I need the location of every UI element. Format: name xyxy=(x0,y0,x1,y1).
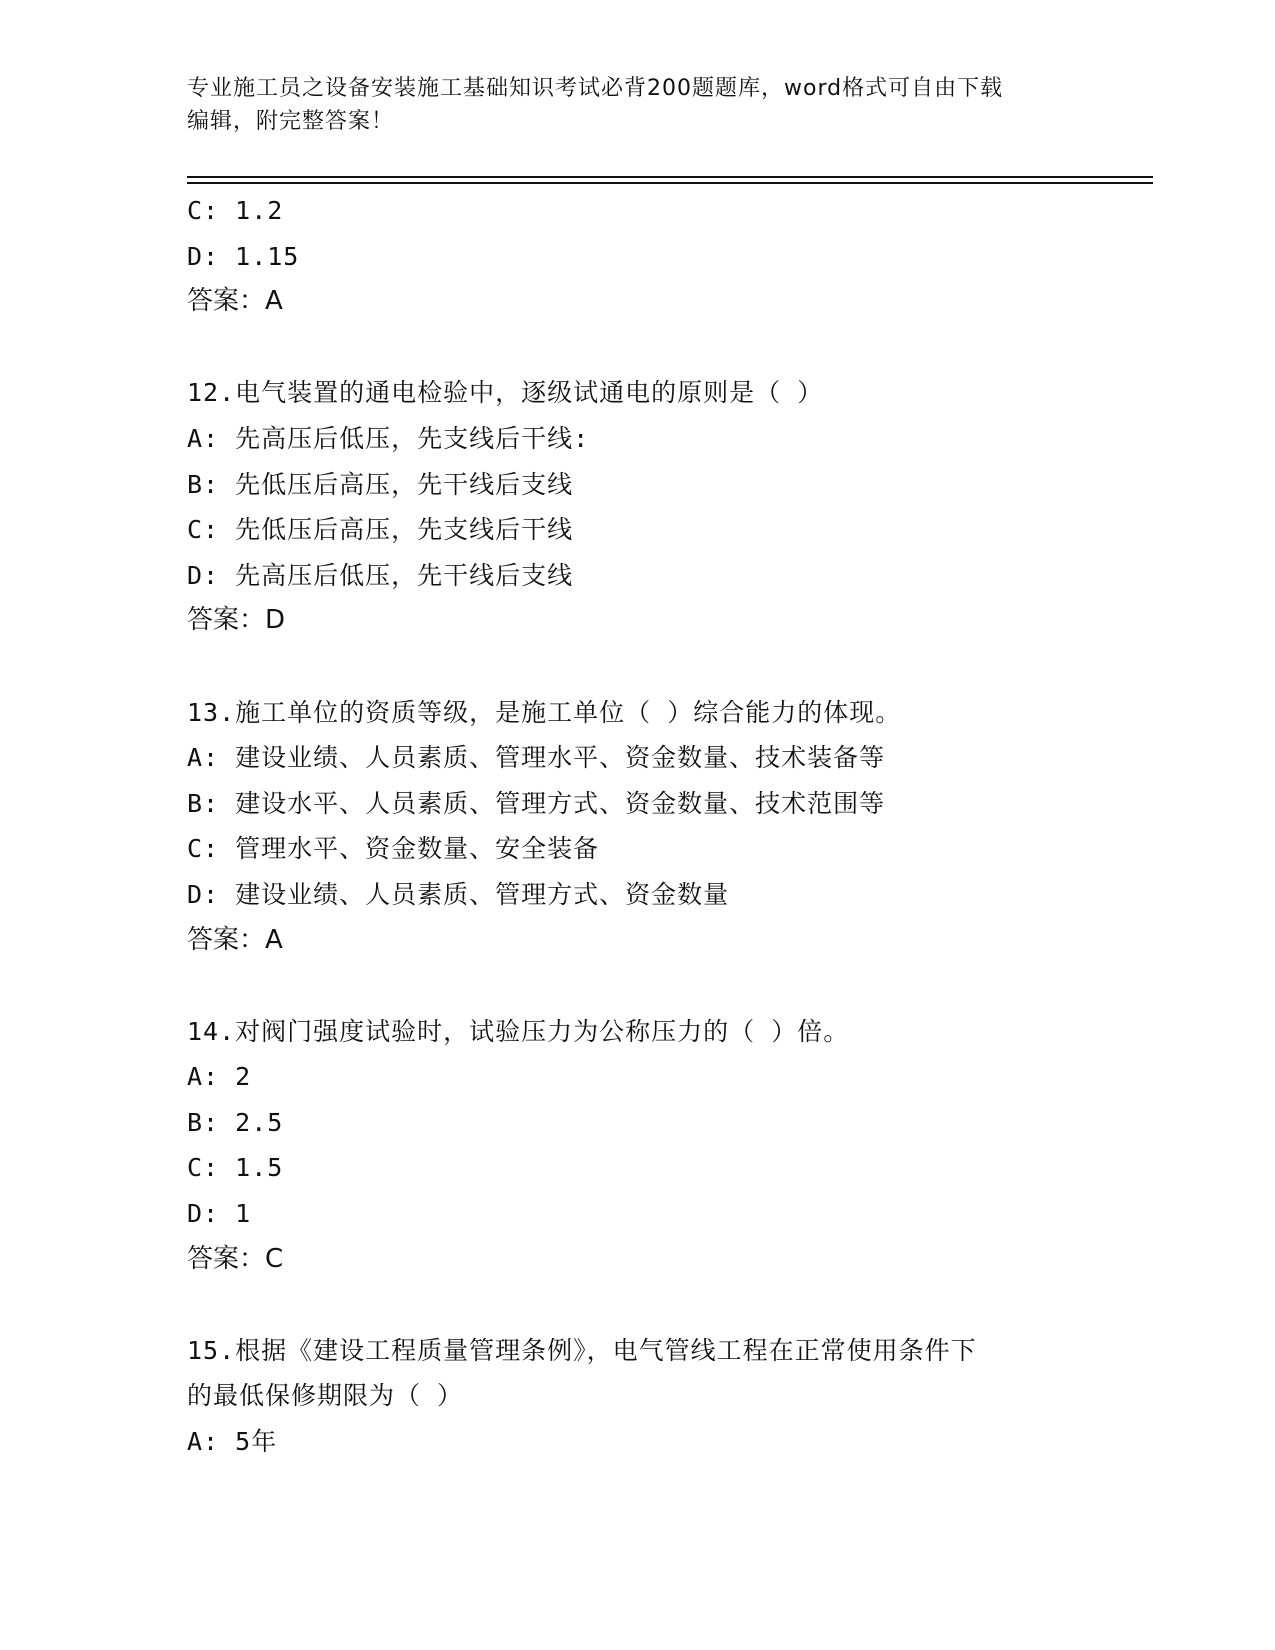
header-title-line-1: 专业施工员之设备安装施工基础知识考试必背200题题库，word格式可自由下载 xyxy=(187,76,1004,101)
question-stem: 13.施工单位的资质等级，是施工单位（ ）综合能力的体现。 xyxy=(187,697,902,727)
question-11-continued xyxy=(187,188,1087,325)
option-a: A: 建设业绩、人员素质、管理水平、资金数量、技术装备等 xyxy=(187,743,886,773)
answer-line: 答案：A xyxy=(187,924,283,955)
question-13 xyxy=(187,690,1087,964)
option-d: D: 建设业绩、人员素质、管理方式、资金数量 xyxy=(187,879,730,909)
option-d: D: 先高压后低压，先干线后支线 xyxy=(187,560,574,590)
option-a: A: 2 xyxy=(187,1062,252,1092)
option-d: D: 1.15 xyxy=(187,241,300,271)
option-b: B: 2.5 xyxy=(187,1107,284,1137)
question-stem: 12.电气装置的通电检验中，逐级试通电的原则是（ ） xyxy=(187,378,824,408)
option-a: A: 先高压后低压，先支线后干线: xyxy=(187,423,590,453)
header-divider-top xyxy=(187,176,1153,178)
answer-line: 答案：C xyxy=(187,1243,284,1274)
option-c: C: 1.5 xyxy=(187,1153,284,1183)
header-title-line-2: 编辑，附完整答案！ xyxy=(187,109,395,134)
option-d: D: 1 xyxy=(187,1199,252,1229)
option-b: B: 先低压后高压，先干线后支线 xyxy=(187,469,574,499)
question-stem: 14.对阀门强度试验时，试验压力为公称压力的（ ）倍。 xyxy=(187,1016,850,1046)
question-15 xyxy=(187,1328,1087,1465)
question-stem-line-1: 15.根据《建设工程质量管理条例》，电气管线工程在正常使用条件下 xyxy=(187,1335,977,1365)
question-14 xyxy=(187,1009,1087,1283)
answer-line: 答案：A xyxy=(187,286,283,317)
spacer xyxy=(187,1282,1087,1328)
option-c: C: 1.2 xyxy=(187,196,284,225)
option-b: B: 建设水平、人员素质、管理方式、资金数量、技术范围等 xyxy=(187,788,886,818)
question-stem-line-2: 的最低保修期限为（ ） xyxy=(187,1381,464,1411)
question-list xyxy=(187,188,1087,1465)
spacer xyxy=(187,325,1087,371)
option-c: C: 管理水平、资金数量、安全装备 xyxy=(187,834,600,864)
spacer xyxy=(187,644,1087,690)
option-c: C: 先低压后高压，先支线后干线 xyxy=(187,515,574,545)
header-divider-bottom xyxy=(187,182,1153,184)
option-a: A: 5年 xyxy=(187,1427,278,1457)
question-12 xyxy=(187,370,1087,644)
spacer xyxy=(187,963,1087,1009)
page-header xyxy=(187,72,1067,138)
answer-line: 答案：D xyxy=(187,605,286,636)
